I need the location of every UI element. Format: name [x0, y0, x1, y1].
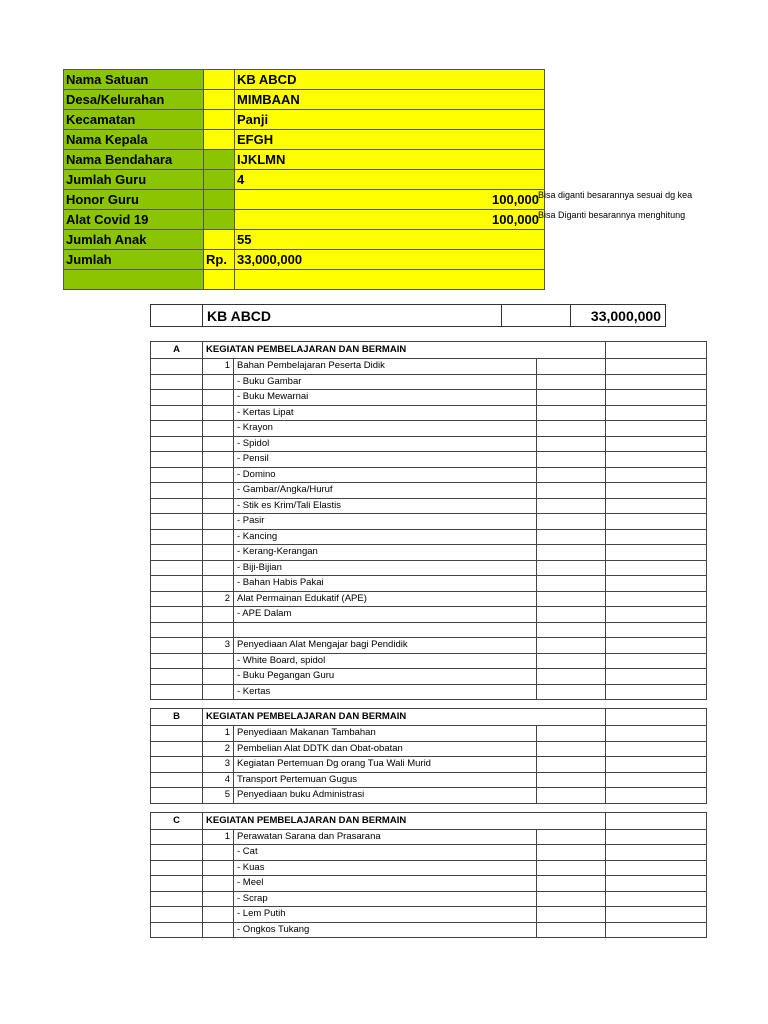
table-row — [151, 576, 707, 592]
info-prefix-cell[interactable] — [204, 90, 235, 110]
info-label: Jumlah Anak — [64, 230, 204, 250]
header-cell[interactable] — [151, 305, 203, 327]
spacer-cell — [151, 803, 707, 812]
qty-cell[interactable] — [537, 922, 606, 938]
info-row-jumlah — [64, 250, 545, 270]
table-row — [151, 845, 707, 861]
row-code-cell — [151, 421, 203, 437]
info-label: Jumlah — [64, 250, 204, 270]
table-row — [151, 891, 707, 907]
info-row-alat-covid — [64, 210, 545, 230]
section-header-row — [151, 709, 707, 726]
qty-cell[interactable] — [537, 390, 606, 406]
info-label: Honor Guru — [64, 190, 204, 210]
row-code-cell — [151, 452, 203, 468]
amount-cell[interactable] — [606, 907, 707, 923]
section-spacer — [151, 803, 707, 812]
row-code-cell — [151, 436, 203, 452]
row-number: 3 — [203, 638, 234, 654]
info-row-honor-guru — [64, 190, 545, 210]
amount-cell[interactable] — [606, 741, 707, 757]
row-code-cell — [151, 576, 203, 592]
qty-cell[interactable] — [537, 591, 606, 607]
table-row — [151, 684, 707, 700]
info-label: Jumlah Guru — [64, 170, 204, 190]
row-item: - Pasir — [234, 514, 537, 530]
row-number — [203, 405, 234, 421]
info-prefix-cell[interactable] — [204, 170, 235, 190]
row-number — [203, 514, 234, 530]
row-number — [203, 907, 234, 923]
qty-cell[interactable] — [537, 788, 606, 804]
row-number: 1 — [203, 726, 234, 742]
amount-cell[interactable] — [606, 726, 707, 742]
table-row — [151, 374, 707, 390]
row-item: - Domino — [234, 467, 537, 483]
row-number — [203, 922, 234, 938]
amount-cell[interactable] — [606, 812, 707, 829]
row-code-cell — [151, 788, 203, 804]
amount-cell[interactable] — [606, 342, 707, 359]
qty-cell[interactable] — [537, 405, 606, 421]
table-row — [151, 498, 707, 514]
qty-cell[interactable] — [537, 483, 606, 499]
row-number: 5 — [203, 788, 234, 804]
info-value[interactable]: Panji — [235, 110, 545, 130]
info-row-kecamatan — [64, 110, 545, 130]
info-prefix[interactable]: Rp. — [204, 250, 235, 270]
table-row — [151, 829, 707, 845]
qty-cell[interactable] — [537, 860, 606, 876]
table-row — [151, 591, 707, 607]
table-row — [151, 421, 707, 437]
row-number — [203, 653, 234, 669]
qty-cell[interactable] — [537, 436, 606, 452]
amount-cell[interactable] — [606, 922, 707, 938]
table-row — [151, 483, 707, 499]
amount-cell[interactable] — [606, 545, 707, 561]
row-code-cell — [151, 684, 203, 700]
section-title: KEGIATAN PEMBELAJARAN DAN BERMAIN — [203, 812, 606, 829]
info-label — [64, 270, 204, 290]
qty-cell[interactable] — [537, 498, 606, 514]
row-number — [203, 545, 234, 561]
amount-cell[interactable] — [606, 669, 707, 685]
qty-cell[interactable] — [537, 545, 606, 561]
row-number — [203, 576, 234, 592]
amount-cell[interactable] — [606, 638, 707, 654]
row-item: - Kancing — [234, 529, 537, 545]
table-row — [151, 359, 707, 375]
amount-cell[interactable] — [606, 359, 707, 375]
info-prefix-cell[interactable] — [204, 230, 235, 250]
qty-cell[interactable] — [537, 684, 606, 700]
amount-cell[interactable] — [606, 709, 707, 726]
row-code-cell — [151, 669, 203, 685]
info-value[interactable]: MIMBAAN — [235, 90, 545, 110]
qty-cell[interactable] — [537, 741, 606, 757]
header-total[interactable]: 33,000,000 — [571, 305, 666, 327]
info-value[interactable]: EFGH — [235, 130, 545, 150]
row-item: - Buku Pegangan Guru — [234, 669, 537, 685]
row-item: Transport Pertemuan Gugus — [234, 772, 537, 788]
amount-cell[interactable] — [606, 421, 707, 437]
row-code-cell — [151, 591, 203, 607]
row-number: 2 — [203, 741, 234, 757]
row-code-cell — [151, 891, 203, 907]
row-item: - Pensil — [234, 452, 537, 468]
row-item: - Krayon — [234, 421, 537, 437]
row-code-cell — [151, 374, 203, 390]
info-value[interactable]: IJKLMN — [235, 150, 545, 170]
school-info-table — [63, 69, 545, 290]
table-row — [151, 529, 707, 545]
row-item: Bahan Pembelajaran Peserta Didik — [234, 359, 537, 375]
row-number — [203, 891, 234, 907]
row-item: - Stik es Krim/Tali Elastis — [234, 498, 537, 514]
row-item: Alat Permainan Edukatif (APE) — [234, 591, 537, 607]
row-number — [203, 876, 234, 892]
table-row — [151, 607, 707, 623]
row-code-cell — [151, 638, 203, 654]
table-row — [151, 772, 707, 788]
qty-cell[interactable] — [537, 876, 606, 892]
amount-cell[interactable] — [606, 560, 707, 576]
qty-cell[interactable] — [537, 757, 606, 773]
row-item: - Bahan Habis Pakai — [234, 576, 537, 592]
qty-cell[interactable] — [537, 638, 606, 654]
qty-cell[interactable] — [537, 772, 606, 788]
section-header-row — [151, 342, 707, 359]
table-row — [151, 622, 707, 638]
table-row — [151, 741, 707, 757]
amount-cell[interactable] — [606, 498, 707, 514]
info-label: Desa/Kelurahan — [64, 90, 204, 110]
qty-cell[interactable] — [537, 576, 606, 592]
info-prefix-cell[interactable] — [204, 70, 235, 90]
section-spacer — [151, 700, 707, 709]
info-value[interactable]: 55 — [235, 230, 545, 250]
info-prefix-cell[interactable] — [204, 190, 235, 210]
row-number: 3 — [203, 757, 234, 773]
section-code: A — [151, 342, 203, 359]
row-item: - APE Dalam — [234, 607, 537, 623]
row-number: 1 — [203, 359, 234, 375]
info-value[interactable]: 100,000 — [235, 210, 545, 230]
section-title: KEGIATAN PEMBELAJARAN DAN BERMAIN — [203, 342, 606, 359]
row-code-cell — [151, 653, 203, 669]
row-code-cell — [151, 467, 203, 483]
table-row — [151, 788, 707, 804]
row-number: 4 — [203, 772, 234, 788]
row-number — [203, 560, 234, 576]
section-header-row — [151, 812, 707, 829]
qty-cell[interactable] — [537, 529, 606, 545]
amount-cell[interactable] — [606, 467, 707, 483]
row-item: - Cat — [234, 845, 537, 861]
amount-cell[interactable] — [606, 374, 707, 390]
header-name[interactable]: KB ABCD — [203, 305, 502, 327]
table-row — [151, 452, 707, 468]
table-row — [151, 436, 707, 452]
amount-cell[interactable] — [606, 622, 707, 638]
row-code-cell — [151, 359, 203, 375]
info-row-nama-satuan — [64, 70, 545, 90]
row-code-cell — [151, 560, 203, 576]
row-code-cell — [151, 483, 203, 499]
info-row-empty — [64, 270, 545, 290]
row-number — [203, 436, 234, 452]
row-number — [203, 684, 234, 700]
info-label: Nama Satuan — [64, 70, 204, 90]
row-number: 1 — [203, 829, 234, 845]
info-row-jumlah-guru — [64, 170, 545, 190]
info-prefix-cell[interactable] — [204, 210, 235, 230]
table-row — [151, 514, 707, 530]
table-row — [151, 560, 707, 576]
qty-cell[interactable] — [537, 514, 606, 530]
row-number — [203, 498, 234, 514]
row-item: Perawatan Sarana dan Prasarana — [234, 829, 537, 845]
amount-cell[interactable] — [606, 607, 707, 623]
info-prefix-cell[interactable] — [204, 110, 235, 130]
row-item: - Scrap — [234, 891, 537, 907]
info-row-nama-bendahara — [64, 150, 545, 170]
qty-cell[interactable] — [537, 622, 606, 638]
info-prefix-cell[interactable] — [204, 270, 235, 290]
amount-cell[interactable] — [606, 845, 707, 861]
row-number — [203, 622, 234, 638]
row-code-cell — [151, 390, 203, 406]
row-item: - Lem Putih — [234, 907, 537, 923]
info-label: Kecamatan — [64, 110, 204, 130]
row-number — [203, 421, 234, 437]
row-code-cell — [151, 405, 203, 421]
row-number — [203, 529, 234, 545]
qty-cell[interactable] — [537, 467, 606, 483]
table-row — [151, 922, 707, 938]
honor-note: Bisa diganti besarannya sesuai dg kea — [538, 190, 693, 200]
info-value[interactable]: KB ABCD — [235, 70, 545, 90]
amount-cell[interactable] — [606, 876, 707, 892]
table-row — [151, 467, 707, 483]
info-label: Alat Covid 19 — [64, 210, 204, 230]
covid-note: Bisa Diganti besarannya menghitung — [538, 210, 686, 220]
row-number — [203, 374, 234, 390]
qty-cell[interactable] — [537, 891, 606, 907]
row-item: - Gambar/Angka/Huruf — [234, 483, 537, 499]
qty-cell[interactable] — [537, 726, 606, 742]
row-item — [234, 622, 537, 638]
info-prefix-cell[interactable] — [204, 130, 235, 150]
table-row — [151, 726, 707, 742]
info-value[interactable]: 33,000,000 — [235, 250, 545, 270]
table-row — [151, 876, 707, 892]
amount-cell[interactable] — [606, 514, 707, 530]
amount-cell[interactable] — [606, 772, 707, 788]
header-cell[interactable] — [502, 305, 571, 327]
qty-cell[interactable] — [537, 374, 606, 390]
row-item: - Ongkos Tukang — [234, 922, 537, 938]
amount-cell[interactable] — [606, 653, 707, 669]
row-code-cell — [151, 545, 203, 561]
section-code: B — [151, 709, 203, 726]
amount-cell[interactable] — [606, 591, 707, 607]
summary-header — [150, 304, 666, 327]
row-number — [203, 452, 234, 468]
amount-cell[interactable] — [606, 576, 707, 592]
row-code-cell — [151, 772, 203, 788]
row-code-cell — [151, 860, 203, 876]
row-code-cell — [151, 607, 203, 623]
amount-cell[interactable] — [606, 452, 707, 468]
row-item: - White Board, spidol — [234, 653, 537, 669]
row-code-cell — [151, 514, 203, 530]
qty-cell[interactable] — [537, 452, 606, 468]
table-row — [151, 390, 707, 406]
row-item: - Biji-Bijian — [234, 560, 537, 576]
row-code-cell — [151, 757, 203, 773]
row-number — [203, 669, 234, 685]
row-item: - Kerang-Kerangan — [234, 545, 537, 561]
info-row-nama-kepala — [64, 130, 545, 150]
row-number — [203, 467, 234, 483]
section-code: C — [151, 812, 203, 829]
row-number — [203, 845, 234, 861]
row-code-cell — [151, 922, 203, 938]
info-prefix-cell[interactable] — [204, 150, 235, 170]
row-item: Penyediaan buku Administrasi — [234, 788, 537, 804]
table-row — [151, 653, 707, 669]
info-value[interactable]: 100,000 — [235, 190, 545, 210]
row-number — [203, 860, 234, 876]
table-row — [151, 907, 707, 923]
qty-cell[interactable] — [537, 359, 606, 375]
table-row — [151, 638, 707, 654]
amount-cell[interactable] — [606, 483, 707, 499]
row-code-cell — [151, 741, 203, 757]
spacer-cell — [151, 700, 707, 709]
qty-cell[interactable] — [537, 669, 606, 685]
row-item: Kegiatan Pertemuan Dg orang Tua Wali Murid — [234, 757, 537, 773]
info-value[interactable] — [235, 270, 545, 290]
info-value[interactable]: 4 — [235, 170, 545, 190]
row-number: 2 — [203, 591, 234, 607]
qty-cell[interactable] — [537, 845, 606, 861]
info-label: Nama Kepala — [64, 130, 204, 150]
table-row — [151, 860, 707, 876]
row-item: - Kertas Lipat — [234, 405, 537, 421]
row-code-cell — [151, 498, 203, 514]
row-code-cell — [151, 726, 203, 742]
amount-cell[interactable] — [606, 829, 707, 845]
amount-cell[interactable] — [606, 405, 707, 421]
qty-cell[interactable] — [537, 653, 606, 669]
row-item: - Buku Mewarnai — [234, 390, 537, 406]
row-item: - Kuas — [234, 860, 537, 876]
row-item: Penyediaan Alat Mengajar bagi Pendidik — [234, 638, 537, 654]
amount-cell[interactable] — [606, 390, 707, 406]
row-item: Pembelian Alat DDTK dan Obat-obatan — [234, 741, 537, 757]
amount-cell[interactable] — [606, 860, 707, 876]
row-code-cell — [151, 907, 203, 923]
amount-cell[interactable] — [606, 529, 707, 545]
qty-cell[interactable] — [537, 829, 606, 845]
row-item: - Kertas — [234, 684, 537, 700]
row-item: Penyediaan Makanan Tambahan — [234, 726, 537, 742]
row-number — [203, 483, 234, 499]
activities-table — [150, 341, 707, 938]
amount-cell[interactable] — [606, 757, 707, 773]
table-row — [151, 757, 707, 773]
qty-cell[interactable] — [537, 560, 606, 576]
row-number — [203, 390, 234, 406]
info-row-desa — [64, 90, 545, 110]
info-row-jumlah-anak — [64, 230, 545, 250]
table-row — [151, 669, 707, 685]
amount-cell[interactable] — [606, 891, 707, 907]
qty-cell[interactable] — [537, 421, 606, 437]
qty-cell[interactable] — [537, 607, 606, 623]
amount-cell[interactable] — [606, 436, 707, 452]
row-code-cell — [151, 845, 203, 861]
row-number — [203, 607, 234, 623]
row-code-cell — [151, 622, 203, 638]
table-row — [151, 545, 707, 561]
row-item: - Spidol — [234, 436, 537, 452]
info-label: Nama Bendahara — [64, 150, 204, 170]
row-item: - Meel — [234, 876, 537, 892]
amount-cell[interactable] — [606, 684, 707, 700]
row-code-cell — [151, 529, 203, 545]
section-title: KEGIATAN PEMBELAJARAN DAN BERMAIN — [203, 709, 606, 726]
amount-cell[interactable] — [606, 788, 707, 804]
row-code-cell — [151, 829, 203, 845]
row-item: - Buku Gambar — [234, 374, 537, 390]
qty-cell[interactable] — [537, 907, 606, 923]
row-code-cell — [151, 876, 203, 892]
table-row — [151, 405, 707, 421]
